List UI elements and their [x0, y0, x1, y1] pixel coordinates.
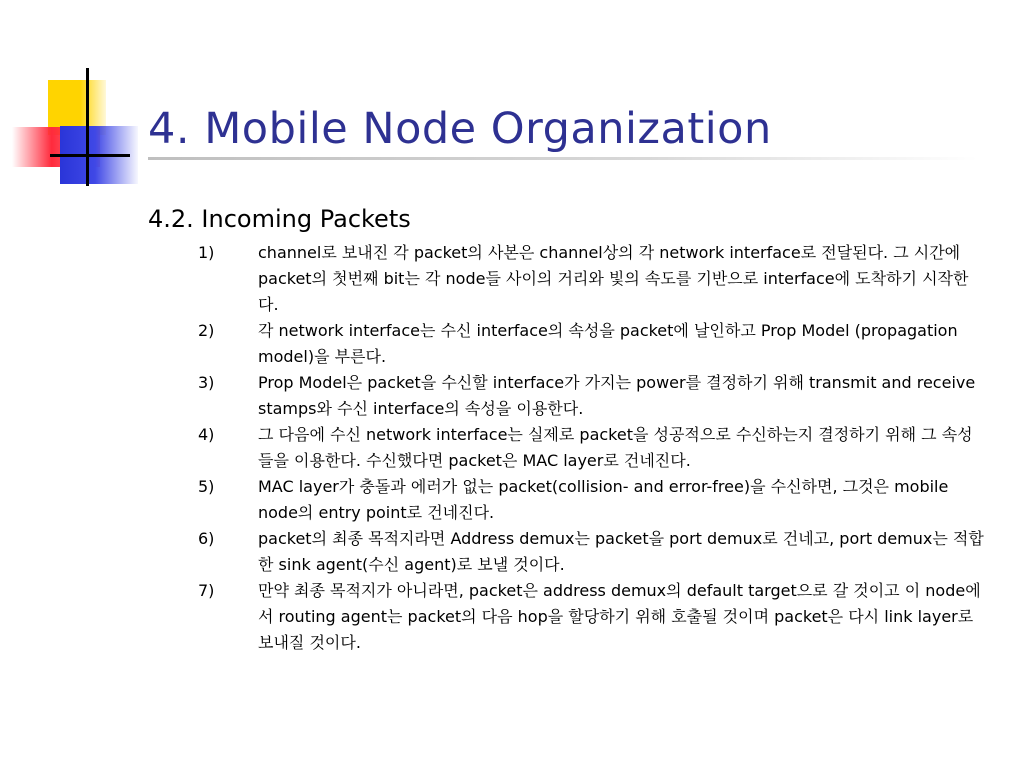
list-item-text: packet의 최종 목적지라면 Address demux는 packet을 port demux로 건네고, port demux는 적합한 sink agent(수신 agent)로 보낼 것이다.: [258, 529, 984, 574]
list-item: [198, 318, 988, 370]
list-item-number: 7): [198, 581, 215, 600]
list-item-text: 그 다음에 수신 network interface는 실제로 packet을 성공적으로 수신하는지 결정하기 위해 그 속성들을 이용한다. 수신했다면 packet은 MAC layer로 건네진다.: [258, 425, 973, 470]
list-item-number: 6): [198, 529, 215, 548]
logo-horizontal-line: [50, 154, 130, 157]
title-underline: [148, 157, 978, 160]
list-item-number: 1): [198, 243, 215, 262]
list-item: [198, 526, 988, 578]
list-item: [198, 422, 988, 474]
list-item-text: 각 network interface는 수신 interface의 속성을 packet에 날인하고 Prop Model (propagation model)을 부른다.: [258, 321, 958, 366]
list-item: [198, 474, 988, 526]
list-item-text: MAC layer가 충돌과 에러가 없는 packet(collision- and error-free)을 수신하면, 그것은 mobile node의 entry point로 건네진다.: [258, 477, 949, 522]
list-item-number: 3): [198, 373, 215, 392]
slide-title: 4. Mobile Node Organization: [148, 104, 772, 154]
list-item: [198, 370, 988, 422]
list-item: [198, 240, 988, 318]
list-item-text: Prop Model은 packet을 수신할 interface가 가지는 power를 결정하기 위해 transmit and receive stamps와 수신 interface의 속성을 이용한다.: [258, 373, 976, 418]
logo-vertical-line: [86, 68, 89, 186]
list-item: [198, 578, 988, 656]
list-item-number: 4): [198, 425, 215, 444]
section-heading: 4.2. Incoming Packets: [148, 205, 411, 233]
list-item-text: channel로 보내진 각 packet의 사본은 channel상의 각 network interface로 전달된다. 그 시간에 packet의 첫번째 bit는 각 node들 사이의 거리와 빛의 속도를 기반으로 interface에 도착하기 시작한다.: [258, 243, 969, 314]
numbered-list: [198, 240, 988, 656]
decorative-logo: [0, 0, 150, 200]
list-item-text: 만약 최종 목적지가 아니라면, packet은 address demux의 default target으로 갈 것이고 이 node에서 routing agent는 packet의 다음 hop을 할당하기 위해 호출될 것이며 packet은 다시 link layer로 보내질 것이다.: [258, 581, 981, 652]
list-item-number: 5): [198, 477, 215, 496]
list-item-number: 2): [198, 321, 215, 340]
